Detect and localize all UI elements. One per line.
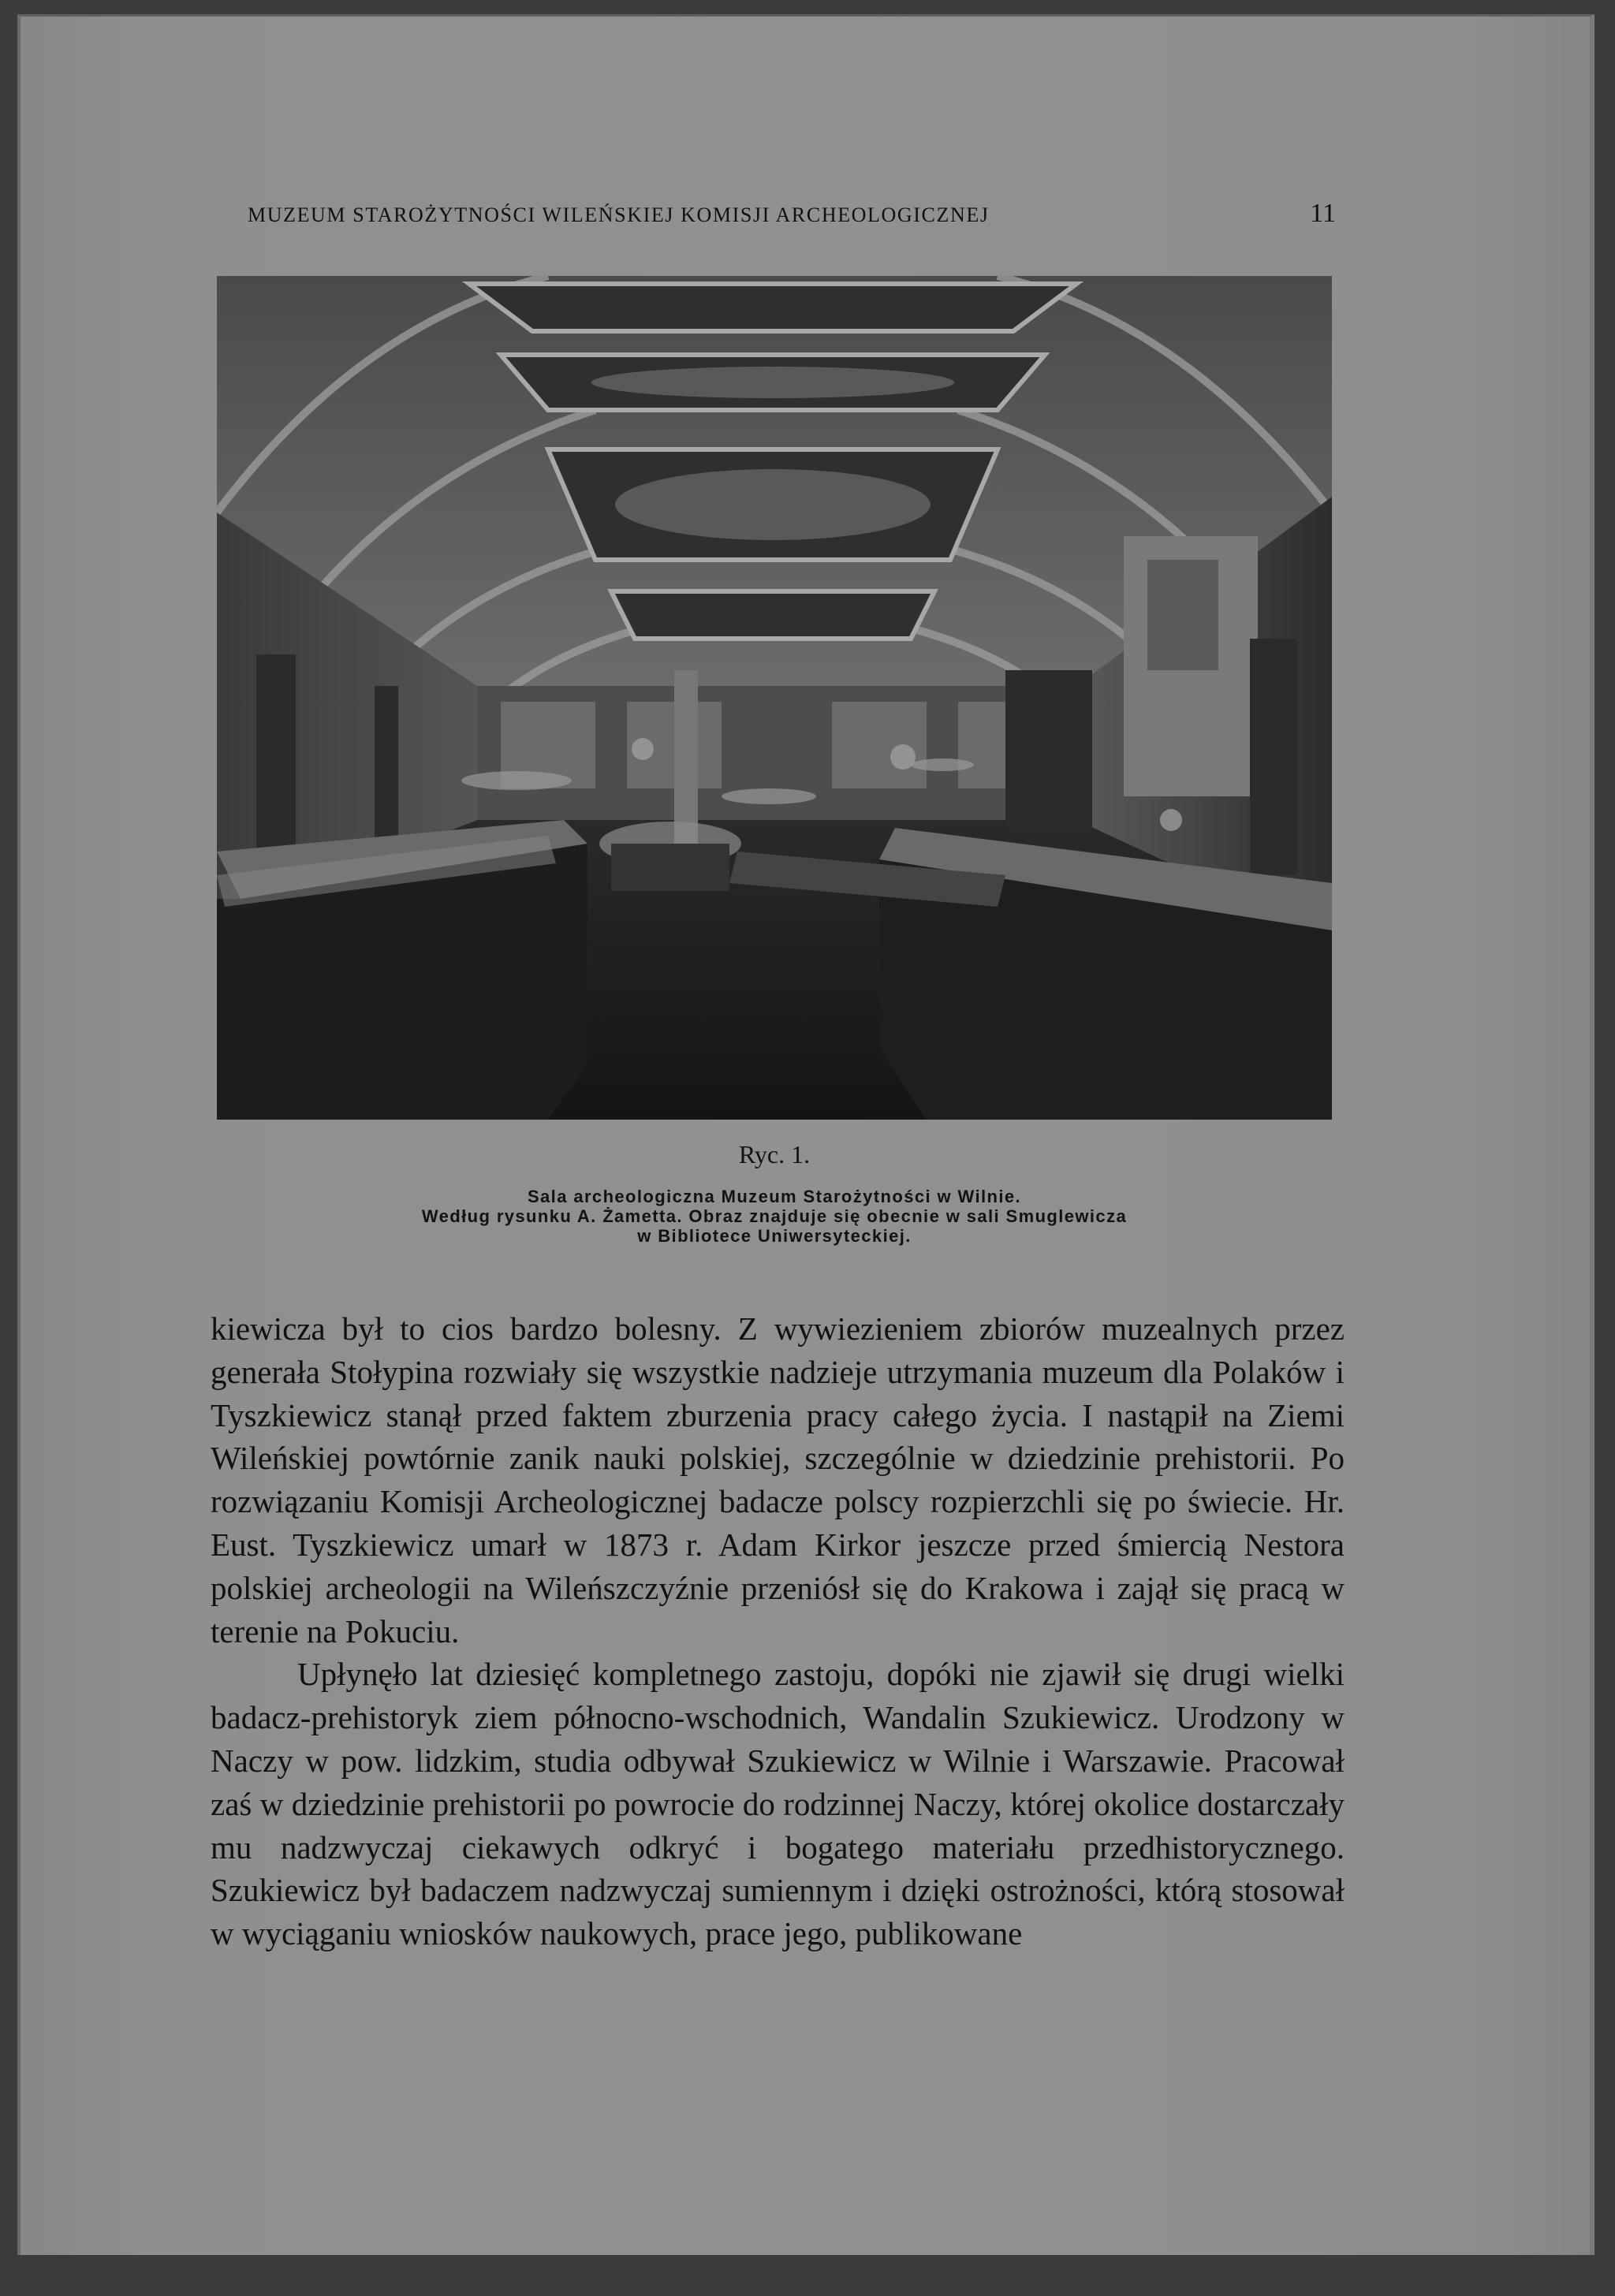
- paragraph: kiewicza był to cios bardzo bolesny. Z wywiezieniem zbiorów muzealnych przez generała Stołypina rozwiały się wszystkie nadzieje utrzymania muzeum dla Polaków i Tyszkiewicz stanął przed faktem zburzenia pracy całego życia. I nastąpił na Ziemi Wileńskiej powtórnie zanik nauki polskiej, szczególnie w dziedzinie prehistorii. Po rozwiązaniu Komisji Archeologicznej badacze polscy rozpierzchli się po świecie. Hr. Eust. Tyszkiewicz umarł w 1873 r. Adam Kirkor jeszcze przed śmiercią Nestora polskiej archeologii na Wileńszczyźnie przeniósł się do Krakowa i zajął się pracą w terenie na Pokuciu.: [211, 1310, 1345, 1649]
- running-head: [248, 199, 1336, 229]
- caption-line: w Bibliotece Uniwersyteckiej.: [637, 1226, 912, 1246]
- figure-label: Ryc. 1.: [738, 1140, 811, 1168]
- caption-line: Sala archeologiczna Muzeum Starożytności w Wilnie.: [527, 1187, 1022, 1206]
- running-head-title: MUZEUM STAROŻYTNOŚCI WILEŃSKIEJ KOMISJI ARCHEOLOGICZNEJ: [248, 203, 990, 226]
- museum-hall-illustration: [217, 276, 1332, 1120]
- caption-line: Według rysunku A. Żametta. Obraz znajduje się obecnie w sali Smuglewicza: [421, 1206, 1128, 1226]
- figure-caption: [207, 1140, 1342, 1246]
- book-page: [17, 14, 1594, 2255]
- paragraph: Upłynęło lat dziesięć kompletnego zastoju, dopóki nie zjawił się drugi wielki badacz-prehistoryk ziem północno-wschodnich, Wandalin Szukiewicz. Urodzony w Naczy w pow. lidzkim, studia odbywał Szukiewicz w Wilnie i Warszawie. Pracował zaś w dziedzinie prehistorii po powrocie do rodzinnej Naczy, której okolice dostarczały mu nadzwyczaj ciekawych odkryć i bogatego materiału przedhistorycznego. Szukiewicz był badaczem nadzwyczaj sumiennym i dzięki ostrożności, którą stosował w wyciąganiu wniosków naukowych, prace jego, publikowane: [211, 1656, 1345, 1952]
- body-text: [211, 1307, 1345, 1955]
- page-number: 11: [1310, 199, 1336, 228]
